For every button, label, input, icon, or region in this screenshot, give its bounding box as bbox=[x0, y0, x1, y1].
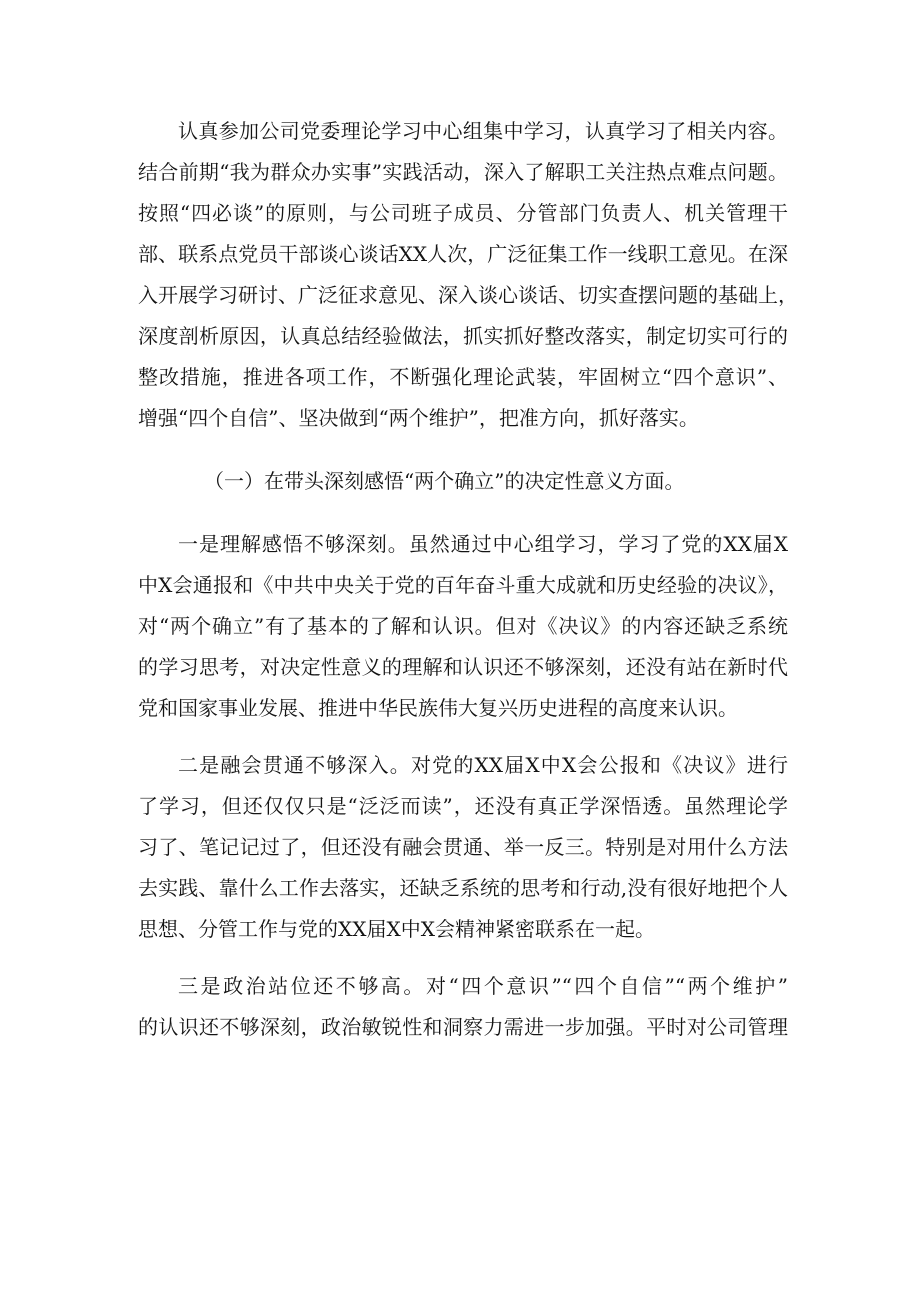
paragraph-line: 结合前期“我为群众办实事”实践活动，深入了解职工关注热点难点问题。 bbox=[138, 160, 788, 184]
paragraph-political-stance bbox=[138, 966, 788, 1048]
paragraph-line: 去实践、靠什么工作去落实，还缺乏系统的思考和行动,没有很好地把个人 bbox=[138, 876, 788, 900]
paragraph-line: 习了、笔记记过了，但还没有融会贯通、举一反三。特别是对用什么方法 bbox=[138, 835, 788, 859]
paragraph-line: 对“两个确立”有了基本的了解和认识。但对《决议》的内容还缺乏系统 bbox=[138, 614, 788, 638]
paragraph-line: 按照“四必谈”的原则，与公司班子成员、分管部门负责人、机关管理干 bbox=[138, 201, 788, 225]
paragraph-line: 的认识还不够深刻，政治敏锐性和洞察力需进一步加强。平时对公司管理 bbox=[138, 1015, 788, 1039]
paragraph-integration bbox=[138, 745, 788, 950]
paragraph-line: 二是融会贯通不够深入。对党的XX届X中X会公报和《决议》进行 bbox=[178, 753, 788, 777]
paragraph-line: 入开展学习研讨、广泛征求意见、深入谈心谈话、切实查摆问题的基础上， bbox=[138, 283, 798, 307]
document-body bbox=[138, 111, 798, 1048]
paragraph-line: 一是理解感悟不够深刻。虽然通过中心组学习，学习了党的XX届X bbox=[178, 532, 788, 556]
section-heading: （一）在带头深刻感悟“两个确立”的决定性意义方面。 bbox=[204, 469, 685, 493]
paragraph-line: 三是政治站位还不够高。对“四个意识”“四个自信”“两个维护” bbox=[178, 974, 788, 998]
paragraph-line: 部、联系点党员干部谈心谈话XX人次，广泛征集工作一线职工意见。在深 bbox=[138, 242, 788, 266]
paragraph-line: 思想、分管工作与党的XX届X中X会精神紧密联系在一起。 bbox=[138, 917, 655, 941]
paragraph-line: 了学习，但还仅仅只是“泛泛而读”，还没有真正学深悟透。虽然理论学 bbox=[138, 794, 788, 818]
intro-paragraph bbox=[138, 111, 798, 439]
paragraph-line: 整改措施，推进各项工作，不断强化理论武装，牢固树立“四个意识”、 bbox=[138, 365, 788, 389]
paragraph-line: 增强“四个自信”、坚决做到“两个维护”，把准方向，抓好落实。 bbox=[138, 406, 699, 430]
paragraph-line: 中X会通报和《中共中央关于党的百年奋斗重大成就和历史经验的决议》， bbox=[138, 573, 788, 597]
paragraph-understanding bbox=[138, 524, 788, 729]
paragraph-line: 党和国家事业发展、推进中华民族伟大复兴历史进程的高度来认识。 bbox=[138, 696, 738, 720]
paragraph-line: 的学习思考，对决定性意义的理解和认识还不够深刻，还没有站在新时代 bbox=[138, 655, 788, 679]
paragraph-line: 深度剖析原因，认真总结经验做法，抓实抓好整改落实，制定切实可行的 bbox=[138, 324, 788, 348]
paragraph-line: 认真参加公司党委理论学习中心组集中学习，认真学习了相关内容。 bbox=[178, 119, 788, 143]
